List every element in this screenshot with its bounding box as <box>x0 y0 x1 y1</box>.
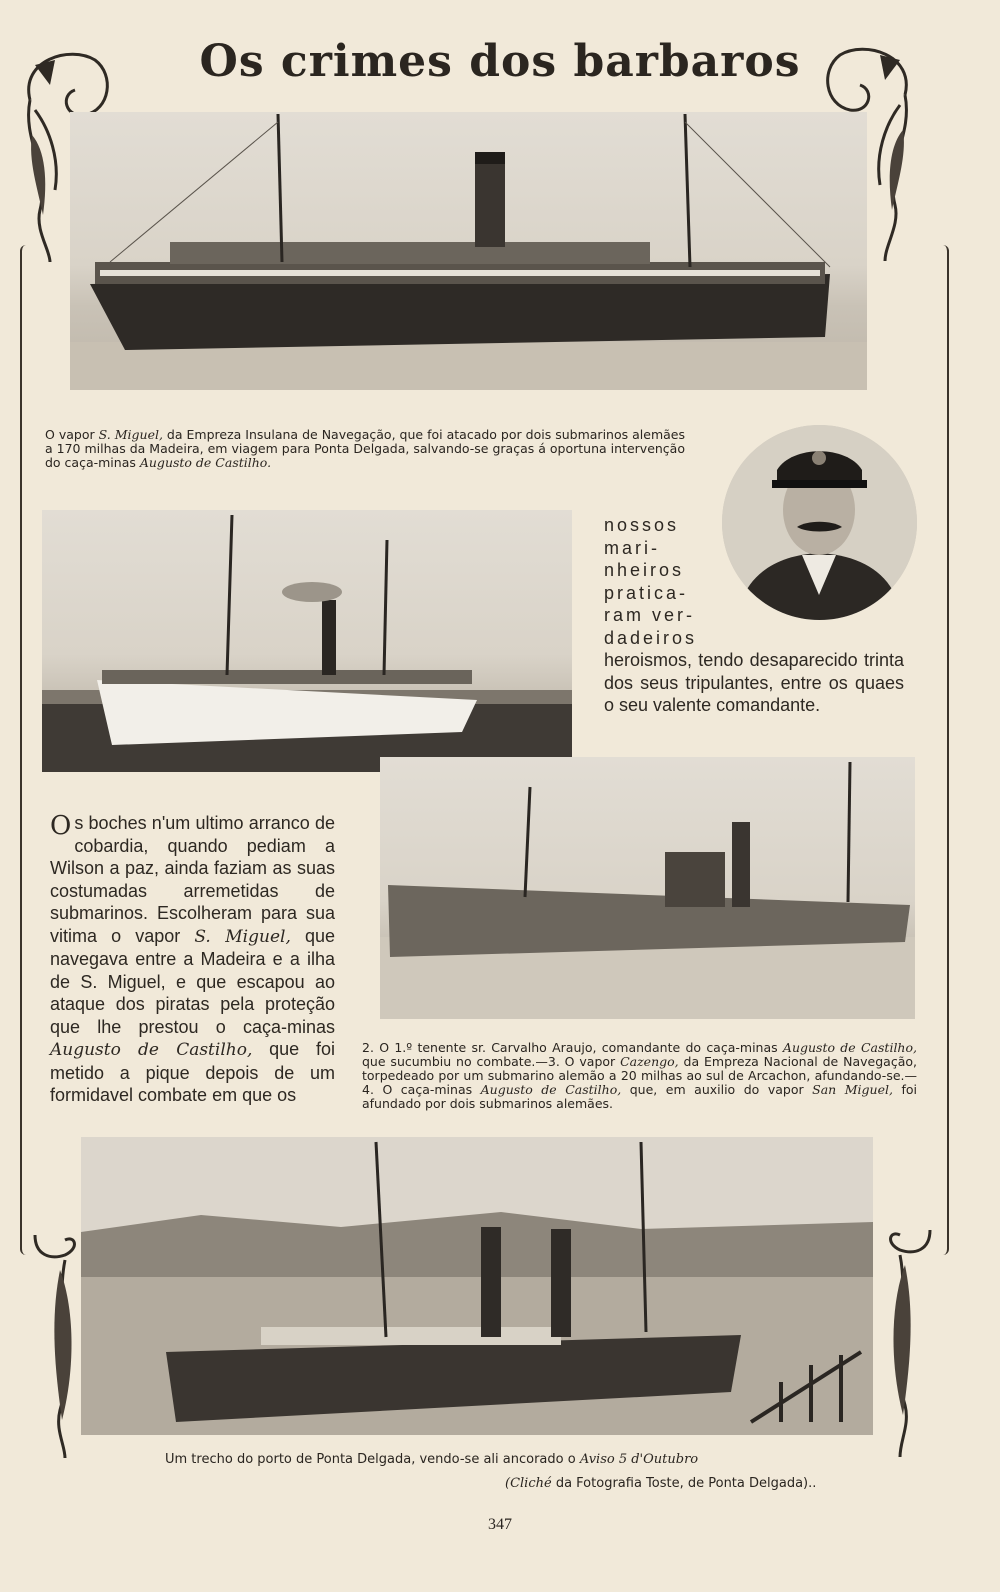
caption-photo-1-ship-2: Augusto de Castilho. <box>139 455 272 470</box>
photo-porto-ponta-delgada <box>81 1137 873 1435</box>
left-column-text-a: s boches n'um ultimo arranco de cobardia, quando pediam a Wilson a paz, ainda faziam as suas costumadas arremetidas de submarinos. Escolheram para sua vitima o vapor <box>50 813 335 946</box>
left-column-text-b: que navegava entre a Madeira e a ilha de S. Miguel, e que escapou ao ataque dos piratas pela proteção que lhe prestou o caça-minas <box>50 925 335 1037</box>
caption-mid-i: foi afundado por dois submarinos alemães. <box>362 1082 917 1111</box>
left-column-ship-2: Augusto de Castilho, <box>50 1040 253 1060</box>
caption-photo-harbor <box>165 1448 925 1496</box>
left-column-ship: S. Miguel, <box>194 926 291 947</box>
photo-vapor-cazengo <box>380 757 915 1019</box>
right-column-line-5: ram ver- <box>604 605 695 625</box>
caption-mid-a: 2. O 1.º tenente sr. Carvalho Araujo, comandante do caça-minas <box>362 1040 783 1055</box>
right-column-line-3: nheiros <box>604 560 685 580</box>
caption-harbor-cliche: (Cliché <box>505 1476 552 1491</box>
caption-photo-1-text-a: O vapor <box>45 427 99 442</box>
caption-photo-1 <box>45 428 685 470</box>
caption-harbor-credit: da Fotografia Toste, de Ponta Delgada).. <box>551 1476 817 1491</box>
right-column-line-2: mari- <box>604 537 660 558</box>
right-column-line-4: pratica- <box>604 582 689 603</box>
page-title: Os crimes dos barbaros <box>199 36 801 87</box>
caption-mid-c: que sucumbiu no combate.—3. O vapor <box>362 1054 621 1069</box>
caption-harbor-line-1 <box>165 1448 925 1472</box>
caption-mid-h: San Miguel, <box>812 1082 893 1097</box>
page-number: 347 <box>488 1516 512 1533</box>
caption-harbor-ship: Aviso 5 d'Outubro <box>579 1452 699 1467</box>
right-column-paragraph: heroismos, tendo desaparecido trinta dos seus tripulantes, entre os quaes o seu valente comandante. <box>604 650 904 715</box>
caption-mid-d: Cazengo, <box>620 1054 679 1069</box>
right-column-line-1: nossos <box>604 515 680 535</box>
left-column-text <box>50 812 335 1107</box>
photo-vapor-s-miguel <box>70 112 867 390</box>
caption-mid-b: Augusto de Castilho, <box>782 1040 917 1055</box>
right-column-text <box>604 514 904 717</box>
caption-mid-f: Augusto de Castilho, <box>480 1082 622 1097</box>
photo-steamer-at-sea <box>42 510 572 772</box>
ornament-bottom-right <box>875 1225 935 1460</box>
caption-photos-2-4 <box>362 1041 917 1111</box>
left-column-text-c: que foi metido a pique depois de um formidavel combate em que os <box>50 1039 335 1105</box>
caption-mid-e: da Empreza Nacional de Navegação, torpedeado por um submarino alemão a 20 milhas ao sul de Arcachon, afundando-se.—4. O caça-minas <box>362 1054 917 1097</box>
caption-harbor-text: Um trecho do porto de Ponta Delgada, vendo-se ali ancorado o <box>165 1452 580 1467</box>
caption-photo-1-text-b: da Empreza Insulana de Navegação, que foi atacado por dois submarinos alemães a 170 milhas da Madeira, em viagem para Ponta Delgada, salvando-se graças á oportuna intervenção do caça-minas <box>45 427 685 470</box>
dropcap: O <box>50 811 72 841</box>
right-column-line-6: dadeiros <box>604 627 698 648</box>
caption-mid-g: que, em auxilio do vapor <box>621 1082 813 1097</box>
caption-photo-1-ship: S. Miguel, <box>98 427 163 442</box>
caption-harbor-line-2 <box>165 1472 925 1496</box>
